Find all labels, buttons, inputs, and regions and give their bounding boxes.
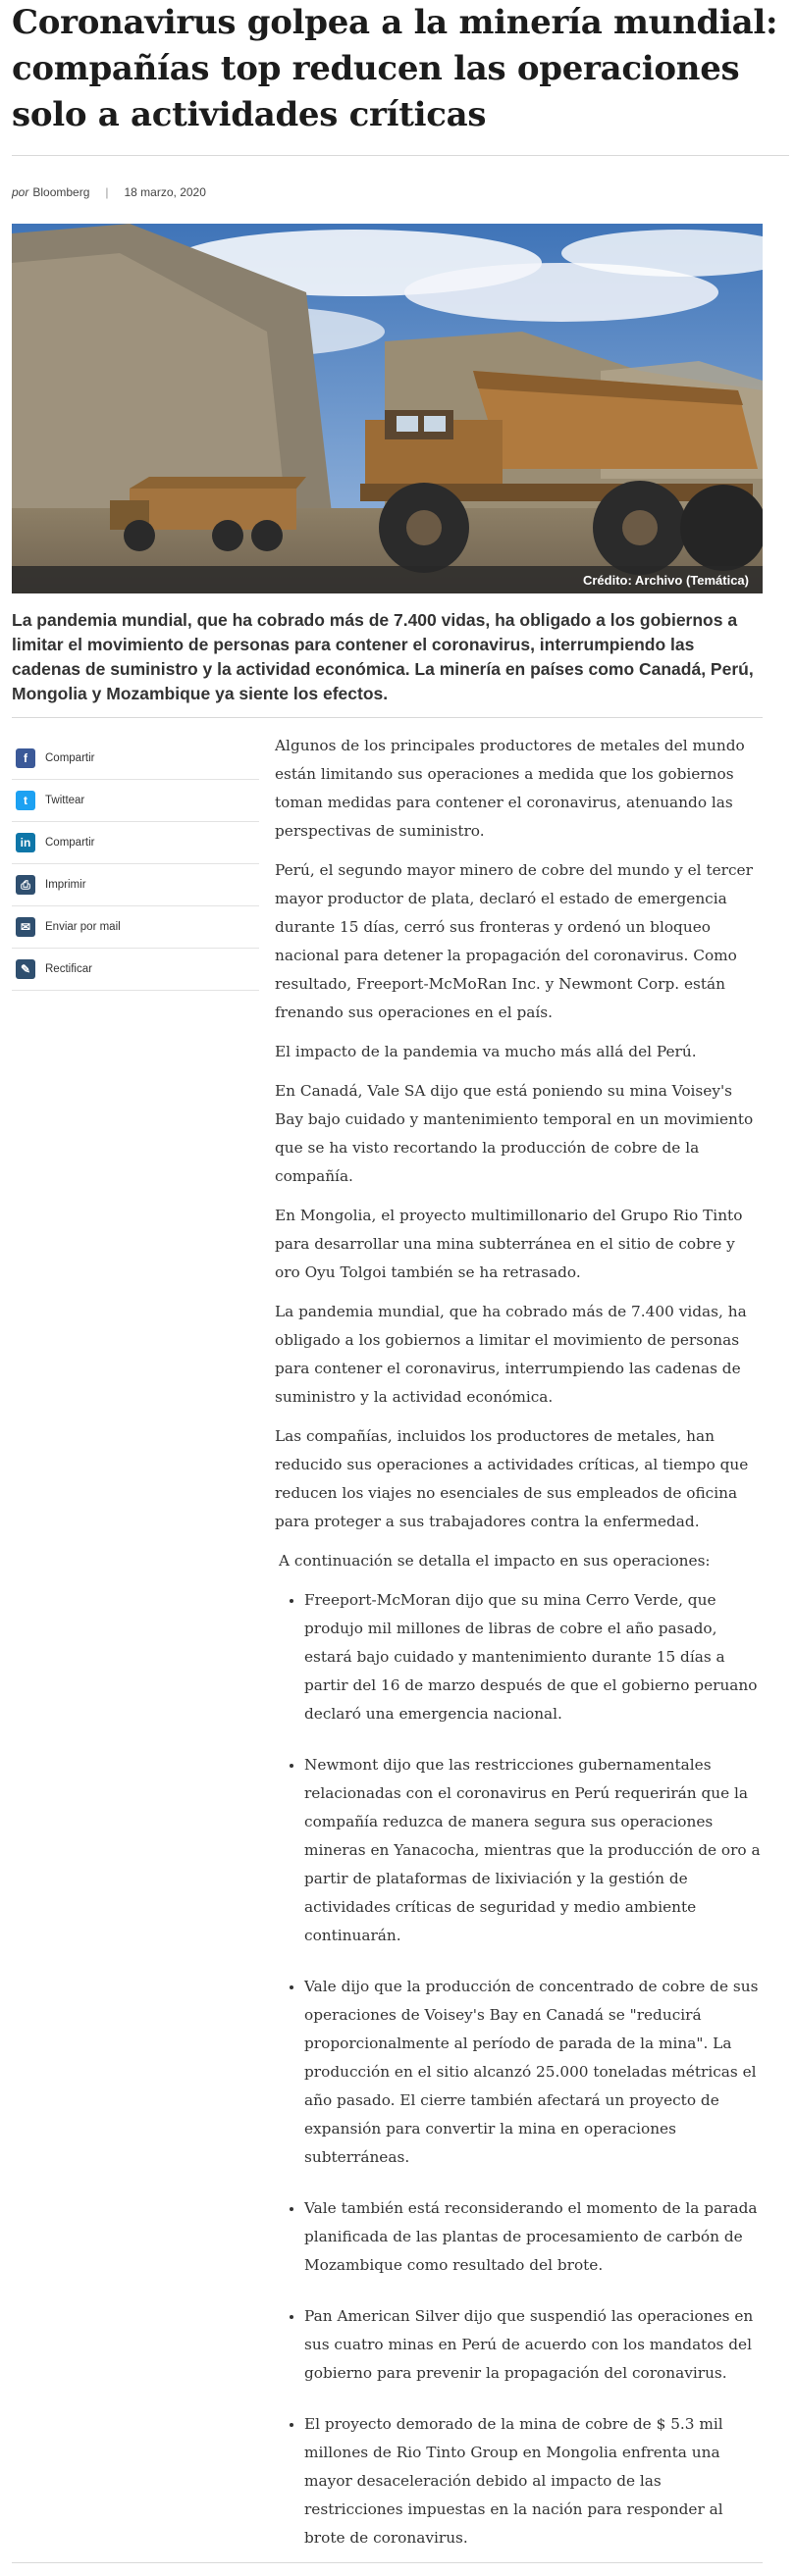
share-toolbar xyxy=(12,738,259,991)
publish-date: 18 marzo, 2020 xyxy=(124,185,206,199)
print-button[interactable] xyxy=(12,864,259,906)
share-label: Compartir xyxy=(45,837,95,849)
list-item: • El proyecto demorado de la mina de cobre de $ 5.3 mil millones de Rio Tinto Group en Mongolia enfrenta una mayor desaceleración debido al impacto de las restricciones impuestas en la nación para responder al brote de coronavirus. xyxy=(304,2410,764,2552)
list-item: • Newmont dijo que las restricciones gubernamentales relacionadas con el coronavirus en Perú requerirán que la compañía reduzca de manera segura sus operaciones mineras en Yanacocha, mientras que la producción de oro a partir de plataformas de lixiviación y la gestión de actividades críticas de seguridad y medio ambiente continuarán. xyxy=(304,1751,764,1950)
article-container xyxy=(12,0,789,2547)
print-icon: ⎙ xyxy=(16,875,35,895)
divider xyxy=(12,155,789,156)
facebook-icon: f xyxy=(16,748,35,768)
paragraph: En Mongolia, el proyecto multimillonario del Grupo Rio Tinto para desarrollar una mina subterránea en el sitio de cobre y oro Oyu Tolgoi también se ha retrasado. xyxy=(275,1207,743,1281)
article-body xyxy=(275,732,764,2575)
divider xyxy=(12,2562,763,2563)
byline-separator: | xyxy=(105,185,109,199)
impact-list xyxy=(275,1586,764,2552)
share-label: Twittear xyxy=(45,795,85,806)
paragraph: Algunos de los principales productores de metales del mundo están limitando sus operaciones a medida que los gobiernos toman medidas para contener el coronavirus, atenuando las perspectivas de suministro. xyxy=(275,737,745,840)
email-button[interactable] xyxy=(12,906,259,949)
list-item: • Freeport-McMoran dijo que su mina Cerro Verde, que produjo mil millones de libras de cobre el año pasado, estará bajo cuidado y mantenimiento durante 15 días a partir del 16 de marzo después de que el gobierno peruano declaró una emergencia nacional. xyxy=(304,1586,764,1728)
rectify-button[interactable] xyxy=(12,949,259,991)
paragraph: Perú, el segundo mayor minero de cobre del mundo y el tercer mayor productor de plata, declaró el estado de emergencia durante 15 días, cerró sus fronteras y ordenó un bloqueo nacional para detener la propagación del coronavirus. Como resultado, Freeport-McMoRan Inc. y Newmont Corp. están frenando sus operaciones en el país. xyxy=(275,861,753,1021)
mining-trucks-illustration xyxy=(12,224,763,593)
paragraph: El impacto de la pandemia va mucho más allá del Perú. xyxy=(275,1043,697,1060)
list-item: • Vale también está reconsiderando el momento de la parada planificada de las plantas de procesamiento de carbón de Mozambique como resultado del brote. xyxy=(304,2194,764,2280)
paragraph: La pandemia mundial, que ha cobrado más de 7.400 vidas, ha obligado a los gobiernos a limitar el movimiento de personas para contener el coronavirus, interrumpiendo las cadenas de suministro y la actividad económica. xyxy=(275,1303,747,1406)
share-label: Imprimir xyxy=(45,879,86,891)
headline: Coronavirus golpea a la minería mundial: compañías top reducen las operaciones solo a actividades críticas xyxy=(12,3,778,134)
byline-author[interactable]: Bloomberg xyxy=(32,185,90,199)
byline-prefix: por xyxy=(12,185,29,199)
list-intro: A continuación se detalla el impacto en sus operaciones: xyxy=(279,1552,711,1570)
share-facebook-button[interactable] xyxy=(12,738,259,780)
paragraph: En Canadá, Vale SA dijo que está poniendo su mina Voisey's Bay bajo cuidado y mantenimiento temporal en un movimiento que se ha visto recortando la producción de cobre de la compañía. xyxy=(275,1082,754,1185)
article-lead: La pandemia mundial, que ha cobrado más de 7.400 vidas, ha obligado a los gobiernos a limitar el movimiento de personas para contener el coronavirus, interrumpiendo las cadenas de suministro y la actividad económica. La minería en países como Canadá, Perú, Mongolia y Mozambique ya siente los efectos. xyxy=(12,610,754,703)
pencil-icon: ✎ xyxy=(16,959,35,979)
paragraph: Las compañías, incluidos los productores de metales, han reducido sus operaciones a actividades críticas, al tiempo que reducen los viajes no esenciales de sus empleados de oficina para proteger a sus trabajadores contra la enfermedad. xyxy=(275,1427,749,1530)
hero-image xyxy=(12,224,763,593)
image-credit: Crédito: Archivo (Temática) xyxy=(582,573,749,588)
list-item: • Pan American Silver dijo que suspendió las operaciones en sus cuatro minas en Perú de acuerdo con los mandatos del gobierno para prevenir la propagación del coronavirus. xyxy=(304,2302,764,2388)
share-label: Compartir xyxy=(45,752,95,764)
linkedin-icon: in xyxy=(16,833,35,852)
byline xyxy=(12,182,206,202)
mail-icon: ✉ xyxy=(16,917,35,937)
divider xyxy=(12,717,763,718)
twitter-icon: t xyxy=(16,791,35,810)
share-linkedin-button[interactable] xyxy=(12,822,259,864)
list-item: • Vale dijo que la producción de concentrado de cobre de sus operaciones de Voisey's Bay en Canadá se "reducirá proporcionalmente al período de parada de la mina". La producción en el sitio alcanzó 25.000 toneladas métricas el año pasado. El cierre también afectará un proyecto de expansión para convertir la mina en operaciones subterráneas. xyxy=(304,1973,764,2172)
share-twitter-button[interactable] xyxy=(12,780,259,822)
share-label: Enviar por mail xyxy=(45,921,121,933)
share-label: Rectificar xyxy=(45,963,92,975)
